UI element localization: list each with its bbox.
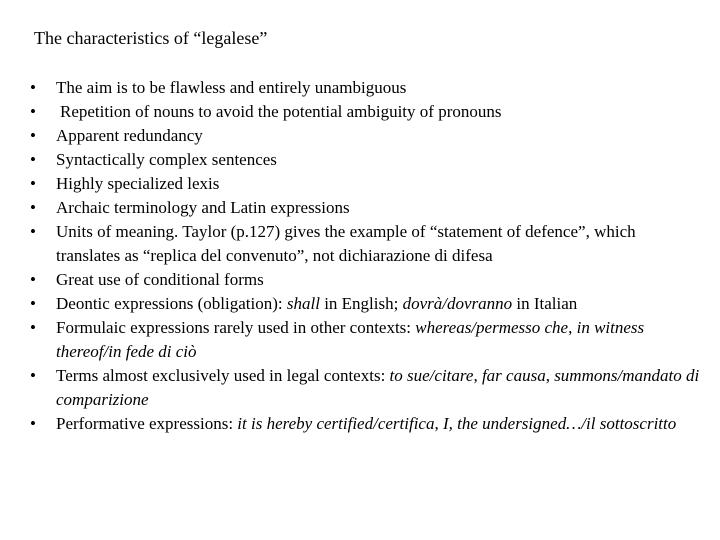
characteristics-list <box>30 76 700 436</box>
bullet-icon: • <box>30 198 36 217</box>
text-segment: , <box>568 318 577 337</box>
list-item <box>30 76 700 100</box>
italic-term: to sue/citare <box>389 366 474 385</box>
list-item-text <box>56 414 676 433</box>
list-item <box>30 124 700 148</box>
list-item <box>30 412 700 436</box>
list-item-text: Syntactically complex sentences <box>56 150 277 169</box>
bullet-icon: • <box>30 366 36 385</box>
list-item-text: Great use of conditional forms <box>56 270 264 289</box>
list-item-text: Highly specialized lexis <box>56 174 220 193</box>
text-segment: Performative expressions: <box>56 414 238 433</box>
italic-term: shall <box>286 294 320 313</box>
list-item-text: Apparent redundancy <box>56 126 203 145</box>
text-segment: , <box>473 366 482 385</box>
italic-term: summons/mandato di comparizione <box>56 366 700 409</box>
text-segment: in Italian <box>512 294 578 313</box>
list-item <box>30 148 700 172</box>
bullet-icon: • <box>30 414 36 433</box>
list-item-text: Units of meaning. Taylor (p.127) gives the example of “statement of defence”, which translates as “replica del convenuto”, not dichiarazione di difesa <box>56 222 636 265</box>
text-segment: Terms almost exclusively used in legal contexts: <box>56 366 390 385</box>
bullet-icon: • <box>30 222 36 241</box>
list-item-text <box>56 294 577 313</box>
italic-term: whereas/permesso che <box>415 318 569 337</box>
list-item-text: Repetition of nouns to avoid the potential ambiguity of pronouns <box>60 102 502 121</box>
text-segment: Formulaic expressions rarely used in other contexts: <box>56 318 416 337</box>
bullet-icon: • <box>30 126 36 145</box>
bullet-icon: • <box>30 294 36 313</box>
text-segment: , <box>434 414 443 433</box>
list-item <box>30 196 700 220</box>
italic-term: far causa <box>481 366 546 385</box>
list-item <box>30 268 700 292</box>
list-item <box>30 292 700 316</box>
bullet-icon: • <box>30 318 36 337</box>
italic-term: it is hereby certified/certifica <box>237 414 435 433</box>
list-item-text <box>56 366 699 409</box>
italic-term: I, the undersigned…/il sottoscritto <box>442 414 677 433</box>
bullet-icon: • <box>30 270 36 289</box>
list-item <box>30 316 700 364</box>
bullet-icon: • <box>30 150 36 169</box>
list-item <box>30 100 700 124</box>
text-segment: , <box>545 366 555 385</box>
bullet-icon: • <box>30 78 36 97</box>
list-item-text: Archaic terminology and Latin expressions <box>56 198 350 217</box>
text-segment: in English; <box>319 294 403 313</box>
list-item <box>30 172 700 196</box>
italic-term: dovrà/dovranno <box>402 294 513 313</box>
list-item-text <box>56 318 644 361</box>
slide-title: The characteristics of “legalese” <box>34 28 268 48</box>
list-item-text: The aim is to be flawless and entirely unambiguous <box>56 78 407 97</box>
italic-term: in witness thereof/in fede di ciò <box>56 318 645 361</box>
list-item <box>30 364 700 412</box>
bullet-icon: • <box>30 174 36 193</box>
text-segment: Deontic expressions (obligation): <box>56 294 287 313</box>
bullet-icon: • <box>30 102 36 121</box>
list-item <box>30 220 700 268</box>
